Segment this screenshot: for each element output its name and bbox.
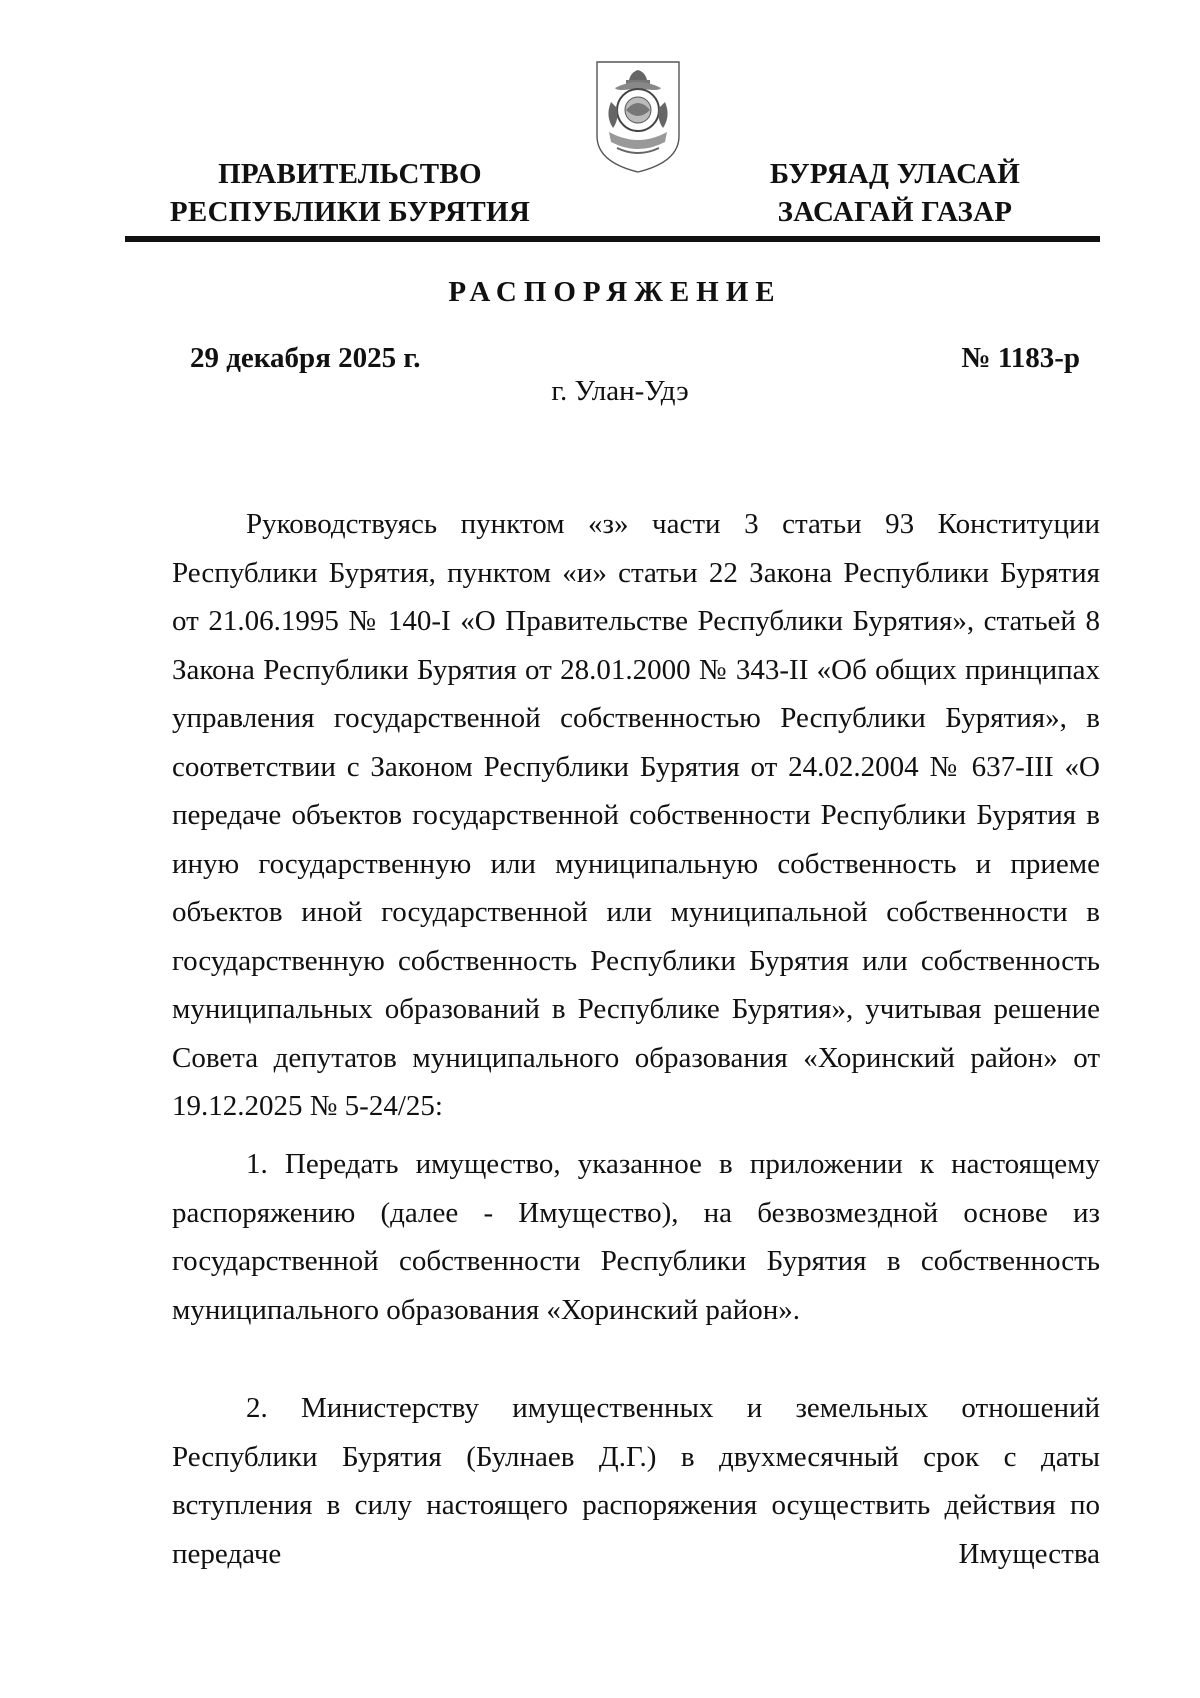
org-name-russian-line1: ПРАВИТЕЛЬСТВО (218, 158, 482, 190)
org-name-russian-line2: РЕСПУБЛИКИ БУРЯТИЯ (169, 196, 531, 228)
item-2-paragraph: 2. Министерству имущественных и земельных отношений Республики Бурятия (Булнаев Д.Г.) в двухмесячный срок с даты вступления в силу настоящего распоряжения осуществить действия по передаче Имущества (172, 1392, 1100, 1570)
item-1-paragraph: 1. Передать имущество, указанное в приложении к настоящему распоряжению (далее - Имущество), на безвозмездной основе из государственной собственности Республики Бурятия в собственность муниципального образования «Хоринский район». (172, 1148, 1100, 1326)
org-name-russian (160, 155, 540, 231)
org-name-buryat-line2: ЗАСАГАЙ ГАЗАР (777, 196, 1013, 228)
header-divider (125, 236, 1100, 242)
document-type-title: РАСПОРЯЖЕНИЕ (448, 276, 782, 308)
preamble-paragraph: Руководствуясь пунктом «з» части 3 статьи 93 Конституции Республики Бурятия, пунктом «и» статьи 22 Закона Республики Бурятия от 21.06.1995 № 140-I «О Правительстве Республики Бурятия», статьей 8 Закона Республики Бурятия от 28.01.2000 № 343-II «Об общих принципах управления государственной собственностью Республики Бурятия», в соответствии с Законом Республики Бурятия от 24.02.2004 № 637-III «О передаче объектов государственной собственности Республики Бурятия в иную государственную или муниципальную собственность и приеме объектов иной государственной или муниципальной собственности в государственную собственность Республики Бурятия или собственность муниципальных образований в Республике Бурятия», учитывая решение Совета депутатов муниципального образования «Хоринский район» от 19.12.2025 № 5-24/25: (172, 508, 1100, 1122)
document-city: г. Улан-Удэ (551, 375, 689, 407)
document-date: 29 декабря 2025 г. (190, 342, 421, 374)
coat-of-arms-icon (593, 58, 683, 176)
org-name-buryat (735, 155, 1055, 231)
org-name-buryat-line1: БУРЯАД УЛАСАЙ (769, 158, 1021, 190)
document-number: № 1183-р (961, 342, 1080, 374)
